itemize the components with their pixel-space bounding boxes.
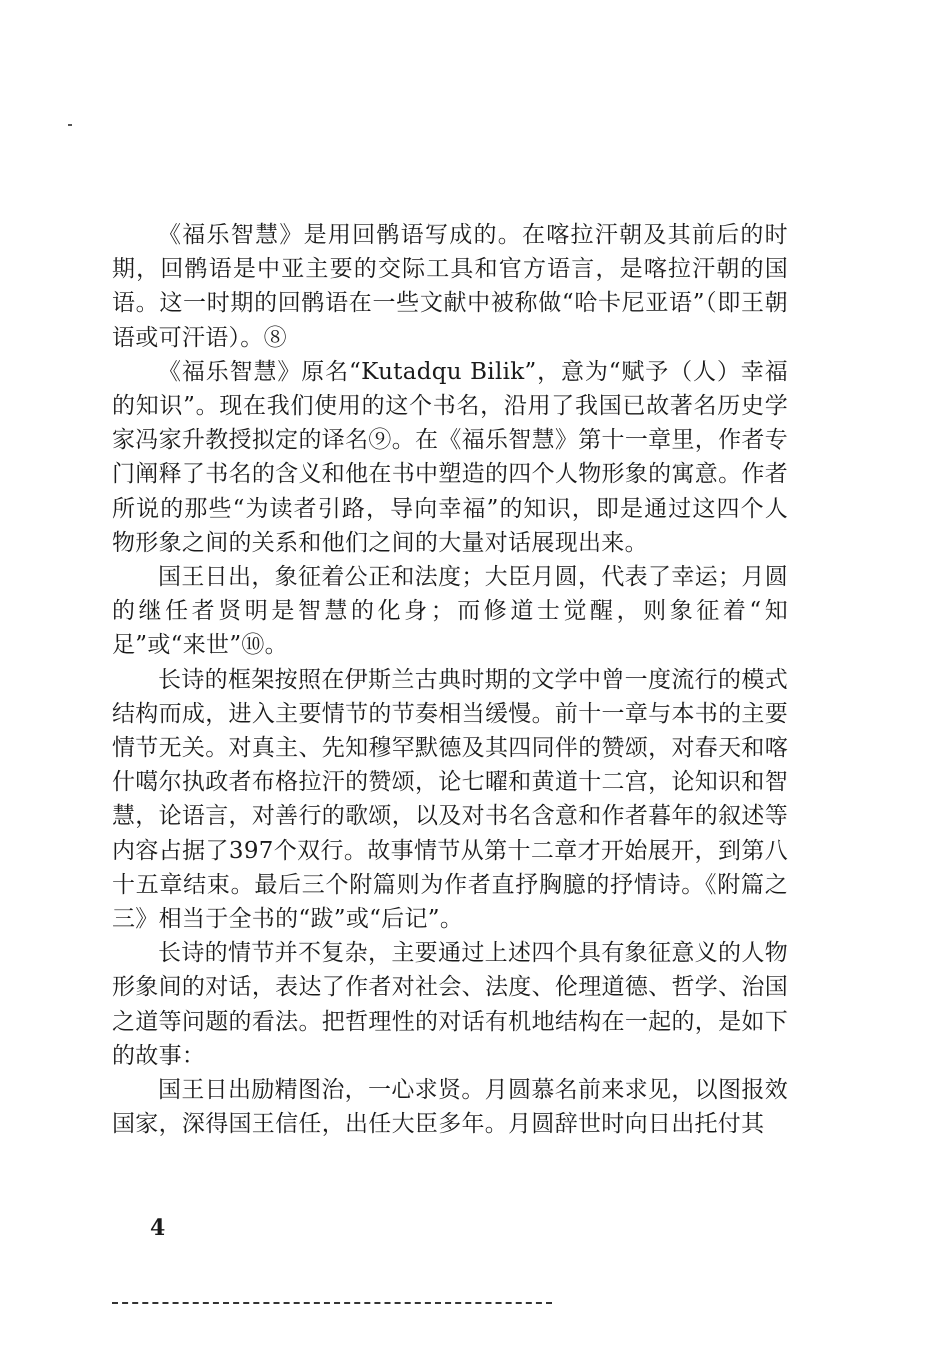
- body-text: [112, 218, 788, 1141]
- paragraph: 长诗的情节并不复杂，主要通过上述四个具有象征意义的人物形象间的对话，表达了作者对社会、法度、伦理道德、哲学、治国之道等问题的看法。把哲理性的对话有机地结构在一起的，是如下的故事：: [112, 940, 788, 1069]
- paragraph: 国王日出，象征着公正和法度；大臣月圆，代表了幸运；月圆的继任者贤明是智慧的化身；而修道士觉醒，则象征着“知足”或“来世”⑩。: [112, 564, 788, 659]
- paragraph: 《福乐智慧》原名“Kutadqu Bilik”，意为“赋予（人）幸福的知识”。现在我们使用的这个书名，沿用了我国已故著名历史学家冯家升教授拟定的译名⑨。在《福乐智慧》第十一章里，作者专门阐释了书名的含义和他在书中塑造的四个人物形象的寓意。作者所说的那些“为读者引路，导向幸福”的知识，即是通过这四个人物形象之间的关系和他们之间的大量对话展现出来。: [112, 358, 788, 556]
- scan-speck: [68, 124, 72, 126]
- footer-rule: [112, 1302, 552, 1304]
- paragraph: 《福乐智慧》是用回鹘语写成的。在喀拉汗朝及其前后的时期，回鹘语是中亚主要的交际工具和官方语言，是喀拉汗朝的国语。这一时期的回鹘语在一些文献中被称做“哈卡尼亚语”（即王朝语或可汗语）。⑧: [112, 222, 788, 351]
- paragraph: 长诗的框架按照在伊斯兰古典时期的文学中曾一度流行的模式结构而成，进入主要情节的节奏相当缓慢。前十一章与本书的主要情节无关。对真主、先知穆罕默德及其四同伴的赞颂，对春天和喀什噶尔执政者布格拉汗的赞颂，论七曜和黄道十二宫，论知识和智慧，论语言，对善行的歌颂，以及对书名含意和作者暮年的叙述等内容占据了397个双行。故事情节从第十二章才开始展开，到第八十五章结束。最后三个附篇则为作者直抒胸臆的抒情诗。《附篇之三》相当于全书的“跋”或“后记”。: [112, 666, 788, 933]
- page-number: 4: [150, 1215, 166, 1241]
- paragraph: 国王日出励精图治，一心求贤。月圆慕名前来求见，以图报效国家，深得国王信任，出任大臣多年。月圆辞世时向日出托付其: [112, 1077, 788, 1138]
